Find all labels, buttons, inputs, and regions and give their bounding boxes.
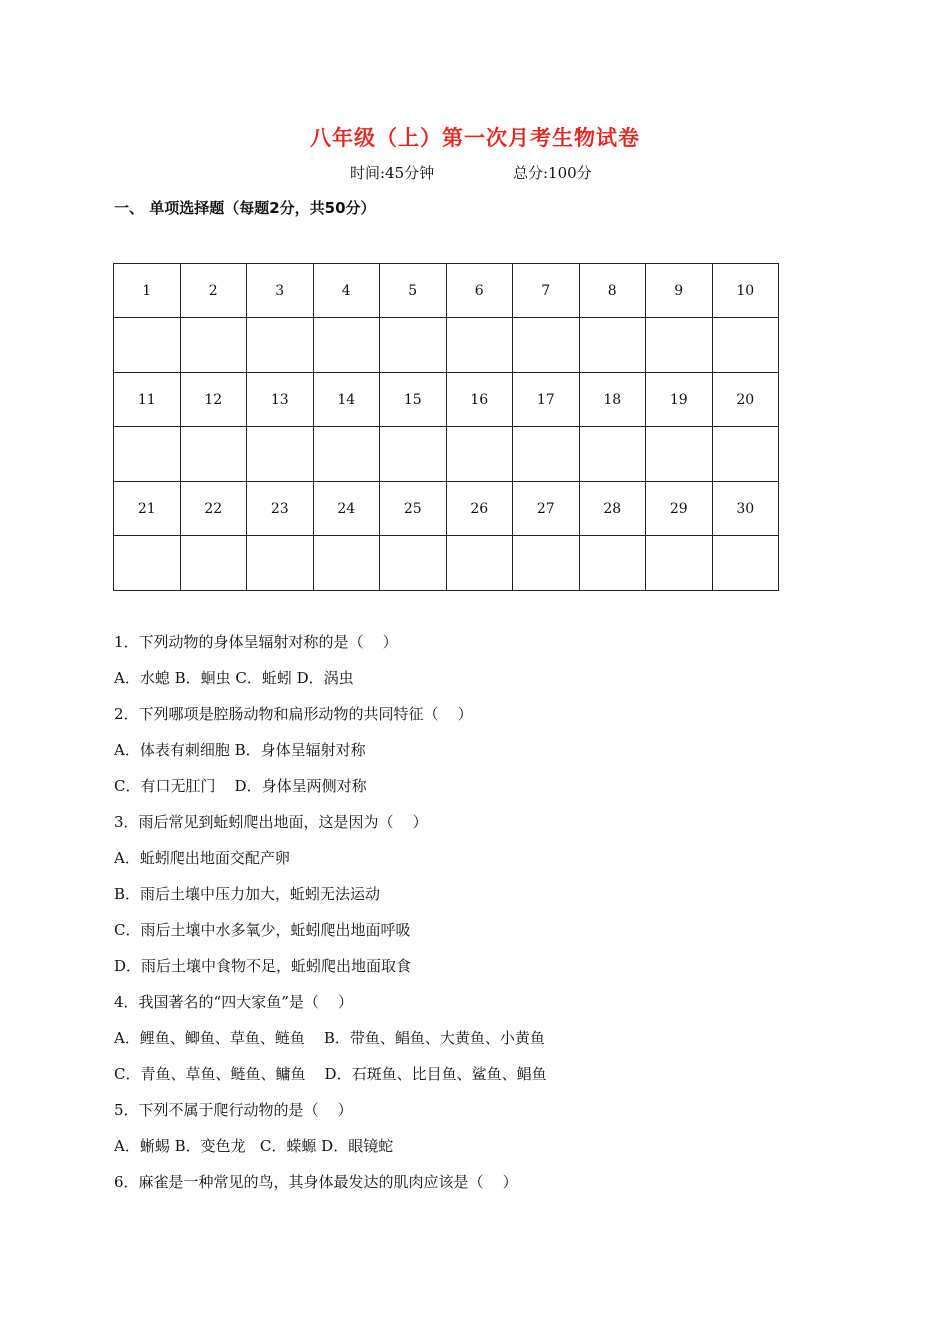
question-options: D．雨后土壤中食物不足，蚯蚓爬出地面取食 bbox=[114, 957, 412, 975]
question-options: C．雨后土壤中水多氧少，蚯蚓爬出地面呼吸 bbox=[114, 921, 411, 939]
question-number-cell: 9 bbox=[646, 264, 713, 318]
answer-cell[interactable] bbox=[247, 427, 314, 482]
question-line: 4．我国著名的“四大家鱼”是（ ） bbox=[114, 993, 353, 1011]
question-number-cell: 2 bbox=[180, 264, 247, 318]
answer-blank-row bbox=[114, 427, 779, 482]
question-number-cell: 3 bbox=[247, 264, 314, 318]
question-number-cell: 8 bbox=[579, 264, 646, 318]
question-number-cell: 7 bbox=[513, 264, 580, 318]
answer-number-row bbox=[114, 482, 779, 536]
question-line: 3．雨后常见到蚯蚓爬出地面，这是因为（ ） bbox=[114, 813, 428, 831]
answer-cell[interactable] bbox=[180, 318, 247, 373]
question-number-cell: 26 bbox=[446, 482, 513, 536]
question-options: A．水螅 B．蛔虫 C．蚯蚓 D．涡虫 bbox=[114, 669, 354, 687]
question-options: C．有口无肛门 D．身体呈两侧对称 bbox=[114, 777, 367, 795]
answer-cell[interactable] bbox=[313, 536, 380, 591]
question-line: 2．下列哪项是腔肠动物和扁形动物的共同特征（ ） bbox=[114, 705, 473, 723]
question-line: 5．下列不属于爬行动物的是（ ） bbox=[114, 1101, 353, 1119]
answer-blank-row bbox=[114, 536, 779, 591]
answer-cell[interactable] bbox=[313, 427, 380, 482]
answer-cell[interactable] bbox=[114, 318, 181, 373]
question-number-cell: 1 bbox=[114, 264, 181, 318]
question-number-cell: 10 bbox=[712, 264, 779, 318]
exam-title: 八年级（上）第一次月考生物试卷 bbox=[310, 126, 640, 150]
question-number-cell: 23 bbox=[247, 482, 314, 536]
answer-cell[interactable] bbox=[646, 536, 713, 591]
question-number-cell: 4 bbox=[313, 264, 380, 318]
question-number-cell: 27 bbox=[513, 482, 580, 536]
answer-number-row bbox=[114, 373, 779, 427]
question-options: A．蜥蜴 B．变色龙 C．蝾螈 D．眼镜蛇 bbox=[114, 1137, 394, 1155]
answer-cell[interactable] bbox=[579, 536, 646, 591]
question-number-cell: 13 bbox=[247, 373, 314, 427]
answer-cell[interactable] bbox=[247, 318, 314, 373]
answer-cell[interactable] bbox=[446, 427, 513, 482]
answer-cell[interactable] bbox=[712, 536, 779, 591]
answer-cell[interactable] bbox=[513, 427, 580, 482]
question-number-cell: 14 bbox=[313, 373, 380, 427]
answer-cell[interactable] bbox=[114, 536, 181, 591]
answer-cell[interactable] bbox=[380, 536, 447, 591]
question-number-cell: 18 bbox=[579, 373, 646, 427]
question-options: A．蚯蚓爬出地面交配产卵 bbox=[114, 849, 290, 867]
question-line: 6．麻雀是一种常见的鸟，其身体最发达的肌肉应该是（ ） bbox=[114, 1173, 518, 1191]
answer-cell[interactable] bbox=[646, 318, 713, 373]
question-number-cell: 17 bbox=[513, 373, 580, 427]
answer-cell[interactable] bbox=[646, 427, 713, 482]
answer-cell[interactable] bbox=[313, 318, 380, 373]
question-number-cell: 15 bbox=[380, 373, 447, 427]
answer-cell[interactable] bbox=[712, 318, 779, 373]
answer-cell[interactable] bbox=[446, 318, 513, 373]
question-number-cell: 21 bbox=[114, 482, 181, 536]
question-number-cell: 5 bbox=[380, 264, 447, 318]
answer-cell[interactable] bbox=[579, 427, 646, 482]
question-number-cell: 29 bbox=[646, 482, 713, 536]
question-number-cell: 16 bbox=[446, 373, 513, 427]
question-number-cell: 20 bbox=[712, 373, 779, 427]
question-number-cell: 30 bbox=[712, 482, 779, 536]
answer-cell[interactable] bbox=[180, 427, 247, 482]
question-number-cell: 25 bbox=[380, 482, 447, 536]
answer-grid bbox=[113, 263, 779, 591]
answer-cell[interactable] bbox=[180, 536, 247, 591]
question-line: 1．下列动物的身体呈辐射对称的是（ ） bbox=[114, 633, 398, 651]
section-heading: 一、 单项选择题（每题2分，共50分） bbox=[114, 199, 376, 217]
answer-number-row bbox=[114, 264, 779, 318]
question-list bbox=[114, 628, 834, 1204]
answer-cell[interactable] bbox=[380, 427, 447, 482]
question-number-cell: 24 bbox=[313, 482, 380, 536]
question-options: C．青鱼、草鱼、鲢鱼、鳙鱼 D．石斑鱼、比目鱼、鲨鱼、鲳鱼 bbox=[114, 1065, 547, 1083]
answer-cell[interactable] bbox=[247, 536, 314, 591]
question-number-cell: 12 bbox=[180, 373, 247, 427]
question-number-cell: 22 bbox=[180, 482, 247, 536]
answer-cell[interactable] bbox=[579, 318, 646, 373]
answer-cell[interactable] bbox=[513, 536, 580, 591]
answer-cell[interactable] bbox=[513, 318, 580, 373]
question-options: A．体表有刺细胞 B．身体呈辐射对称 bbox=[114, 741, 366, 759]
answer-cell[interactable] bbox=[114, 427, 181, 482]
exam-total-score: 总分:100分 bbox=[513, 164, 592, 182]
question-number-cell: 6 bbox=[446, 264, 513, 318]
question-options: B．雨后土壤中压力加大，蚯蚓无法运动 bbox=[114, 885, 381, 903]
answer-blank-row bbox=[114, 318, 779, 373]
exam-time: 时间:45分钟 bbox=[350, 164, 435, 182]
question-number-cell: 28 bbox=[579, 482, 646, 536]
question-number-cell: 19 bbox=[646, 373, 713, 427]
question-options: A．鲤鱼、鲫鱼、草鱼、鲢鱼 B．带鱼、鲳鱼、大黄鱼、小黄鱼 bbox=[114, 1029, 545, 1047]
answer-cell[interactable] bbox=[712, 427, 779, 482]
answer-cell[interactable] bbox=[380, 318, 447, 373]
answer-cell[interactable] bbox=[446, 536, 513, 591]
question-number-cell: 11 bbox=[114, 373, 181, 427]
